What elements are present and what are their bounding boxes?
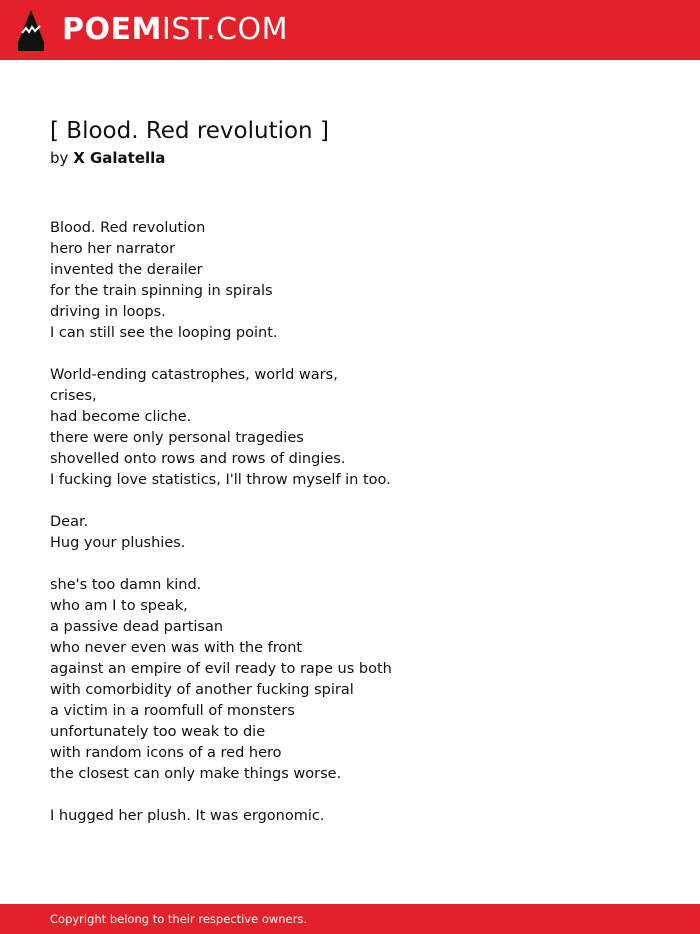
poem-body [50,218,650,827]
poem-line: for the train spinning in spirals [50,283,273,299]
poem-line: Hug your plushies. [50,535,186,551]
logo-text-light: IST.COM [161,12,288,47]
poem-line: World-ending catastrophes, world wars, [50,367,338,383]
stanza-break [50,554,650,575]
author-name: X Galatella [73,149,166,167]
poem-line: I can still see the looping point. [50,325,278,341]
poem-line: shovelled onto rows and rows of dingies. [50,451,346,467]
poem-line: I hugged her plush. It was ergonomic. [50,808,325,824]
poem-line: driving in loops. [50,304,166,320]
stanza-break [50,785,650,806]
poem-line: the closest can only make things worse. [50,766,342,782]
poem-line: who am I to speak, [50,598,188,614]
poem-title: [ Blood. Red revolution ] [50,118,329,144]
site-logo[interactable] [62,13,288,47]
byline [50,148,165,169]
poem-line: she's too damn kind. [50,577,202,593]
site-footer [0,904,700,934]
poem-line: I fucking love statistics, I'll throw myself in too. [50,472,391,488]
poem-line: with comorbidity of another fucking spiral [50,682,354,698]
poem-line: a passive dead partisan [50,619,224,635]
by-label: by [50,149,69,167]
stanza-break [50,491,650,512]
poem-line: with random icons of a red hero [50,745,282,761]
poem-line: crises, [50,388,97,404]
poem-line: who never even was with the front [50,640,303,656]
stanza-break [50,344,650,365]
poem-line: invented the derailer [50,262,203,278]
site-header [0,0,700,60]
pencil-tip-icon [17,9,45,52]
poem-line: against an empire of evil ready to rape us both [50,661,392,677]
poem-line: Blood. Red revolution [50,220,206,236]
poem-line: Dear. [50,514,89,530]
poem-line: hero her narrator [50,241,176,257]
copyright-notice: Copyright belong to their respective owners. [50,912,308,926]
logo-text-bold: POEM [62,12,162,47]
poem-line: there were only personal tragedies [50,430,304,446]
poem-line: unfortunately too weak to die [50,724,266,740]
poem-line: a victim in a roomfull of monsters [50,703,295,719]
poem-line: had become cliche. [50,409,192,425]
